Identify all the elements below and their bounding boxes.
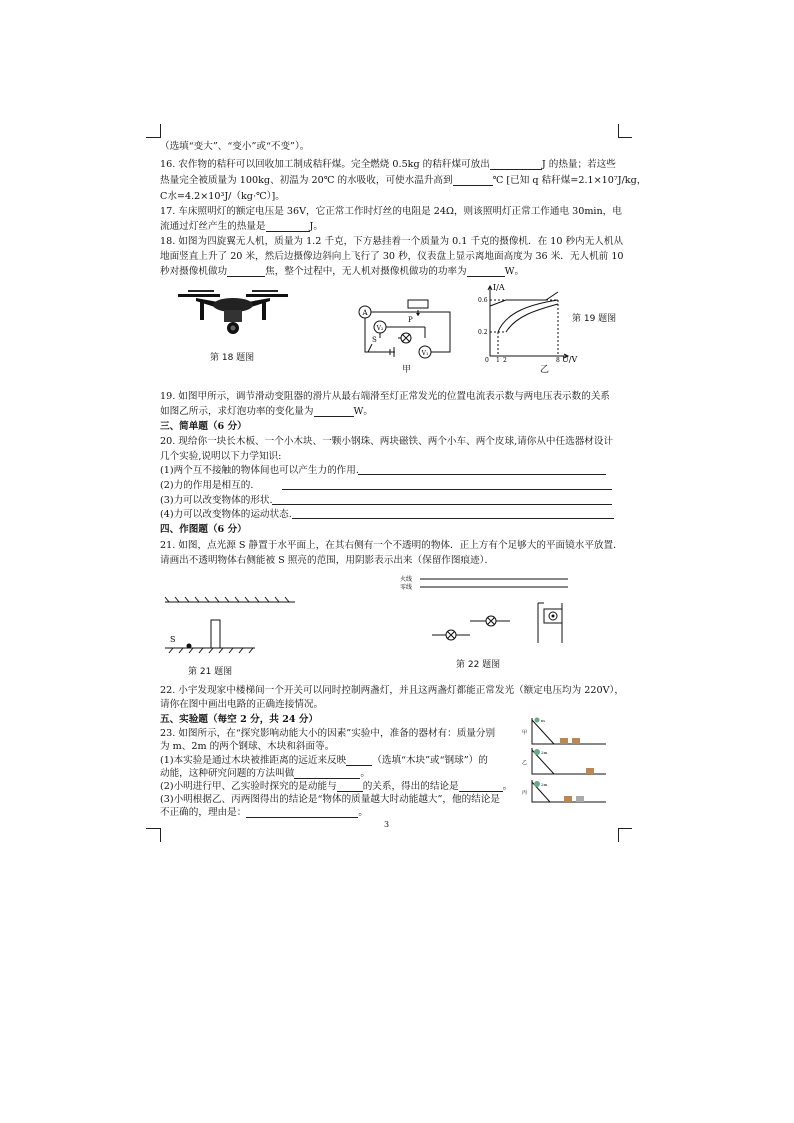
fig23-mass-label: m: [541, 718, 545, 723]
answer-blank[interactable]: [490, 159, 542, 170]
neutral-wire-label: 零线: [400, 584, 413, 591]
wiring-figure: [398, 573, 578, 653]
crop-mark: [160, 124, 161, 138]
answer-line[interactable]: [282, 489, 612, 490]
fig23-yi-label: 乙: [522, 760, 528, 766]
answer-line[interactable]: [292, 518, 614, 519]
q23-line2: 为 m、2m 的两个钢球、木块和斜面等。: [160, 741, 335, 752]
answer-blank[interactable]: [467, 266, 505, 277]
answer-blank[interactable]: [246, 807, 358, 818]
fig23-jia-label: 甲: [522, 730, 528, 736]
graph-xtick: 8: [556, 357, 560, 364]
q18-line3: 秒对摄像机做功 焦，整个过程中，无人机对摄像机做功的功率为 W。: [160, 266, 525, 277]
q18-line2: 地面竖直上升了 20 米，然后边摄像边斜向上飞行了 30 秒，仪表盘上显示离地面高度为 36 米．无人机前 10: [160, 251, 624, 262]
fig23-bing-label: 丙: [522, 790, 528, 796]
page-number: 3: [384, 820, 390, 829]
crop-mark: [146, 828, 160, 829]
ammeter-label: A: [362, 309, 368, 317]
graph-ytick: 0.6: [478, 297, 488, 304]
voltmeter2-label: V₂: [376, 325, 384, 332]
q20-line1: 20. 现给你一块长木板、一个小木块、一颗小钢珠、两块磁铁、两个小车、两个皮球,请你从中任选器材设计: [160, 436, 614, 447]
q23-line6: (3)小明根据乙、丙两图得出的结论是“物体的质量越大时动能越大”，他的结论是: [160, 794, 500, 805]
q15-tail: （选填“变大”、“变小”或“不变”）。: [160, 141, 310, 152]
q23-line5: (2)小明进行甲、乙实验时探究的是动能与 的关系，得出的结论是 。: [160, 781, 513, 792]
q20-line2: 几个实验,说明以下力学知识:: [160, 451, 282, 462]
graph-xtick: 0: [485, 357, 489, 364]
q23-line1: 23. 如图所示，在“探究影响动能大小的因素”实验中，准备的器材有：质量分别: [160, 728, 496, 739]
q19-line1: 19. 如图甲所示，调节滑动变阻器的滑片从最右端滑至灯正常发光的位置电流表示数与两电压表示数的关系: [160, 391, 611, 402]
fig19-jia-label: 甲: [402, 365, 412, 375]
q20-item4: (4)力可以改变物体的运动状态.: [160, 509, 292, 520]
fig19-yi-label: 乙: [540, 365, 550, 375]
graph-ylabel: I/A: [493, 283, 505, 292]
graph-ytick: 0.2: [478, 329, 488, 336]
q22-line1: 22. 小宇发现家中楼梯间一个开关可以同时控制两盏灯，并且这两盏灯都能正常发光（额定电压均为 220V），: [160, 685, 624, 696]
answer-line[interactable]: [358, 474, 606, 475]
q20-item1: (1)两个互不接触的物体间也可以产生力的作用.: [160, 465, 359, 476]
slider-label: P: [408, 316, 413, 324]
live-wire-label: 火线: [400, 576, 413, 583]
q16-line2: 热量完全被质量为 100kg、初温为 20℃ 的水吸收，可使水温升高到 ℃ [已知 q 秸秆煤=2.1×10⁷J/kg，: [160, 175, 647, 186]
light-source-label: S: [170, 635, 176, 644]
fig19-caption: 第 19 题图: [572, 314, 617, 324]
fig23-mass-label: 2m: [541, 750, 548, 755]
fig22-caption: 第 22 题图: [456, 660, 501, 670]
q19-line2: 如图乙所示，求灯泡功率的变化量为 W。: [160, 406, 373, 417]
answer-blank[interactable]: [266, 221, 310, 232]
answer-line[interactable]: [272, 504, 612, 505]
drone-figure: [178, 288, 288, 338]
q18-line1: 18. 如图为四旋翼无人机，质量为 1.2 千克，下方悬挂着一个质量为 0.1 千克的摄像机．在 10 秒内无人机从: [160, 236, 624, 247]
crop-mark: [618, 828, 632, 829]
crop-mark: [618, 137, 632, 138]
q16-line1: 16. 农作物的秸秆可以回收加工制成秸秆煤。完全燃烧 0.5kg 的秸秆煤可放出 J 的热量；若这些: [160, 159, 616, 170]
q17-line2: 流通过灯丝产生的热量是 J。: [160, 221, 323, 232]
q23-line4: 动能，这种研究问题的方法叫做 。: [160, 768, 370, 779]
answer-blank[interactable]: [314, 406, 354, 417]
mirror-light-figure: [165, 594, 300, 654]
q21-line1: 21. 如图，点光源 S 静置于水平面上，在其右侧有一个不透明的物体．正上方有个足够大的平面镜水平放置．: [160, 540, 623, 551]
switch-label: S: [372, 336, 377, 344]
circuit-diagram: [350, 294, 460, 364]
fig23-mass-label: 2m: [541, 782, 548, 787]
q20-item2: (2)力的作用是相互的.: [160, 480, 254, 491]
crop-mark: [618, 124, 619, 138]
q17-line1: 17. 车床照明灯的额定电压是 36V，它正常工作时灯丝的电阻是 24Ω，则该照明灯正常工作通电 30min，电: [160, 206, 622, 217]
iv-graph: [476, 282, 576, 362]
graph-xtick: 2: [503, 357, 507, 364]
q22-line2: 请你在图中画出电路的正确连接情况。: [160, 699, 324, 710]
q20-item3: (3)力可以改变物体的形状.: [160, 495, 273, 506]
crop-mark: [146, 137, 160, 138]
voltmeter1-label: V₁: [421, 350, 429, 357]
crop-mark: [160, 828, 161, 842]
incline-experiment-figure: [520, 714, 612, 806]
crop-mark: [618, 828, 619, 842]
section-4-title: 四、作图题（6 分）: [160, 524, 247, 535]
answer-blank[interactable]: [227, 266, 265, 277]
graph-xtick: 1: [496, 357, 500, 364]
section-3-title: 三、简单题（6 分）: [160, 421, 247, 432]
q16-line3: C水=4.2×10³J/（kg·℃）]。: [160, 191, 285, 202]
fig18-caption: 第 18 题图: [210, 353, 255, 363]
q23-line3: (1)本实验是通过木块被推距离的远近来反映 （选填“木块”或“钢球”）的: [160, 755, 488, 766]
section-5-title: 五、实验题（每空 2 分，共 24 分）: [160, 714, 319, 725]
answer-blank[interactable]: [453, 175, 493, 186]
q21-line2: 请画出不透明物体右侧能被 S 照亮的范围，用阴影表示出来（保留作图痕迹）．: [160, 555, 495, 566]
graph-xlabel: U/V: [562, 355, 578, 364]
q23-line7: 不正确的，理由是： 。: [160, 807, 368, 818]
fig21-caption: 第 21 题图: [188, 667, 233, 677]
